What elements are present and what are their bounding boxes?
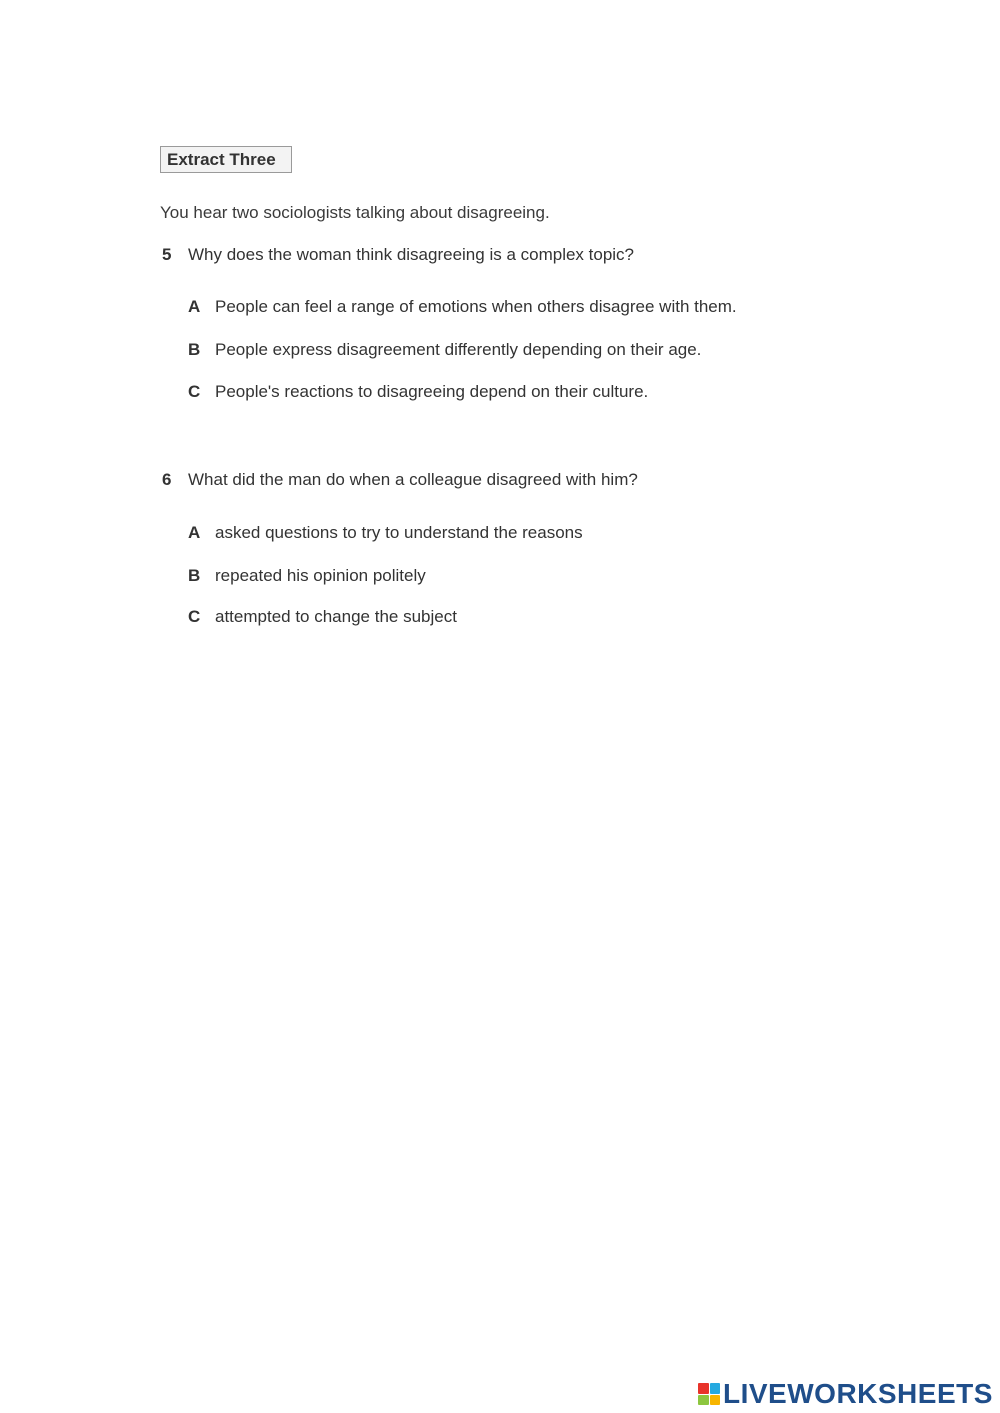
- extract-intro: You hear two sociologists talking about disagreeing.: [160, 203, 550, 222]
- option-letter: B: [188, 566, 201, 585]
- question-number: 6: [162, 470, 172, 489]
- option-text: asked questions to try to understand the reasons: [215, 523, 583, 542]
- question-text: What did the man do when a colleague disagreed with him?: [188, 470, 638, 489]
- option-letter: A: [188, 297, 201, 316]
- option-text: People express disagreement differently depending on their age.: [215, 340, 702, 359]
- question-6-option-c[interactable]: [188, 607, 457, 627]
- option-text: repeated his opinion politely: [215, 566, 426, 585]
- option-text: People can feel a range of emotions when others disagree with them.: [215, 297, 737, 316]
- option-text: People's reactions to disagreeing depend on their culture.: [215, 382, 649, 401]
- liveworksheets-logo[interactable]: [698, 1379, 993, 1409]
- option-letter: C: [188, 607, 201, 626]
- question-5-option-c[interactable]: [188, 382, 648, 402]
- question-5-option-b[interactable]: [188, 340, 701, 360]
- question-6-option-b[interactable]: [188, 566, 426, 586]
- question-6-option-a[interactable]: [188, 523, 583, 543]
- extract-heading: Extract Three: [160, 146, 292, 173]
- logo-text: LIVEWORKSHEETS: [723, 1378, 993, 1409]
- question-number: 5: [162, 245, 172, 264]
- question-text: Why does the woman think disagreeing is a complex topic?: [188, 245, 635, 264]
- option-text: attempted to change the subject: [215, 607, 457, 626]
- option-letter: A: [188, 523, 201, 542]
- liveworksheets-logo-icon: [698, 1383, 720, 1405]
- question-5: [162, 245, 634, 265]
- option-letter: B: [188, 340, 201, 359]
- question-5-option-a[interactable]: [188, 297, 737, 317]
- question-6: [162, 470, 638, 490]
- option-letter: C: [188, 382, 201, 401]
